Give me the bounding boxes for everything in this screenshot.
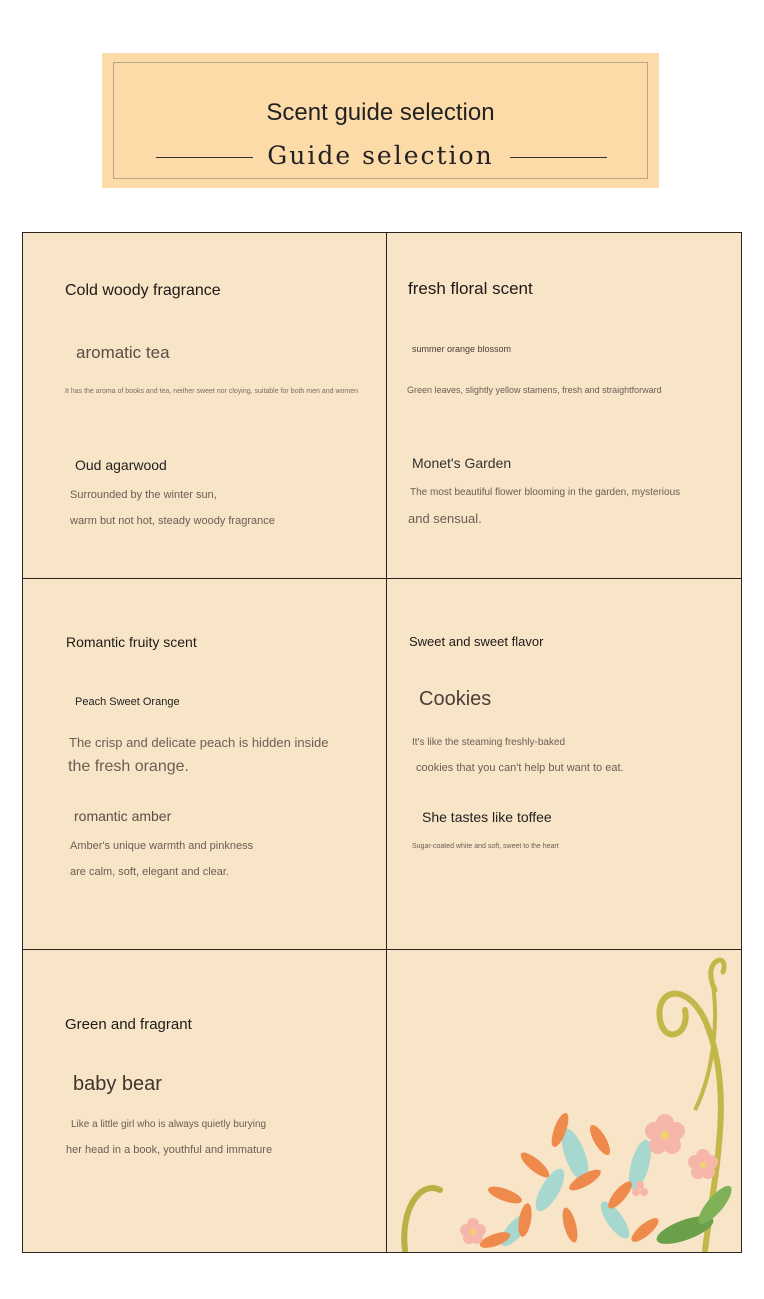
scent-name: Oud agarwood — [75, 457, 167, 473]
grid-divider-row1 — [23, 578, 741, 579]
scent-name: baby bear — [73, 1073, 162, 1095]
scent-description: Sugar-coated white and soft, sweet to the heart — [412, 843, 559, 850]
cell-heading: Romantic fruity scent — [66, 634, 197, 650]
cell-heading: Cold woody fragrance — [65, 282, 221, 299]
scent-name: Monet's Garden — [412, 455, 512, 471]
scent-description: The most beautiful flower blooming in the garden, mysterious — [410, 487, 681, 498]
scent-description: the fresh orange. — [68, 758, 189, 775]
scent-name: romantic amber — [74, 808, 172, 824]
cell-heading: Green and fragrant — [65, 1016, 192, 1033]
scent-description: It's like the steaming freshly-baked — [412, 737, 566, 748]
scent-description: cookies that you can't help but want to eat. — [416, 762, 624, 774]
scent-name: Peach Sweet Orange — [75, 696, 180, 708]
scent-name: She tastes like toffee — [422, 809, 552, 825]
scent-description: It has the aroma of books and tea, neither sweet nor cloying, suitable for both men and women — [65, 388, 359, 395]
scent-name: summer orange blossom — [412, 344, 512, 354]
scent-description: warm but not hot, steady woody fragrance — [70, 515, 275, 527]
scent-description: Like a little girl who is always quietly burying — [71, 1119, 267, 1130]
scent-description: and sensual. — [408, 511, 482, 526]
scent-description: Green leaves, slightly yellow stamens, fresh and straightforward — [407, 385, 662, 395]
banner-frame — [113, 62, 648, 179]
header-banner — [102, 53, 659, 188]
scent-name: Cookies — [419, 688, 492, 710]
scent-description: are calm, soft, elegant and clear. — [70, 866, 229, 878]
floral-illustration-icon — [385, 950, 741, 1252]
banner-subtitle: Guide selection — [267, 141, 494, 170]
cell-heading: Sweet and sweet flavor — [409, 634, 544, 649]
scent-description: The crisp and delicate peach is hidden inside — [69, 735, 329, 750]
scent-description: Surrounded by the winter sun, — [70, 489, 217, 501]
cell-heading: fresh floral scent — [408, 279, 533, 298]
scent-name: aromatic tea — [76, 343, 170, 362]
scent-description: her head in a book, youthful and immature — [66, 1144, 273, 1156]
scent-description: Amber's unique warmth and pinkness — [70, 840, 254, 852]
banner-title: Scent guide selection — [266, 99, 495, 126]
